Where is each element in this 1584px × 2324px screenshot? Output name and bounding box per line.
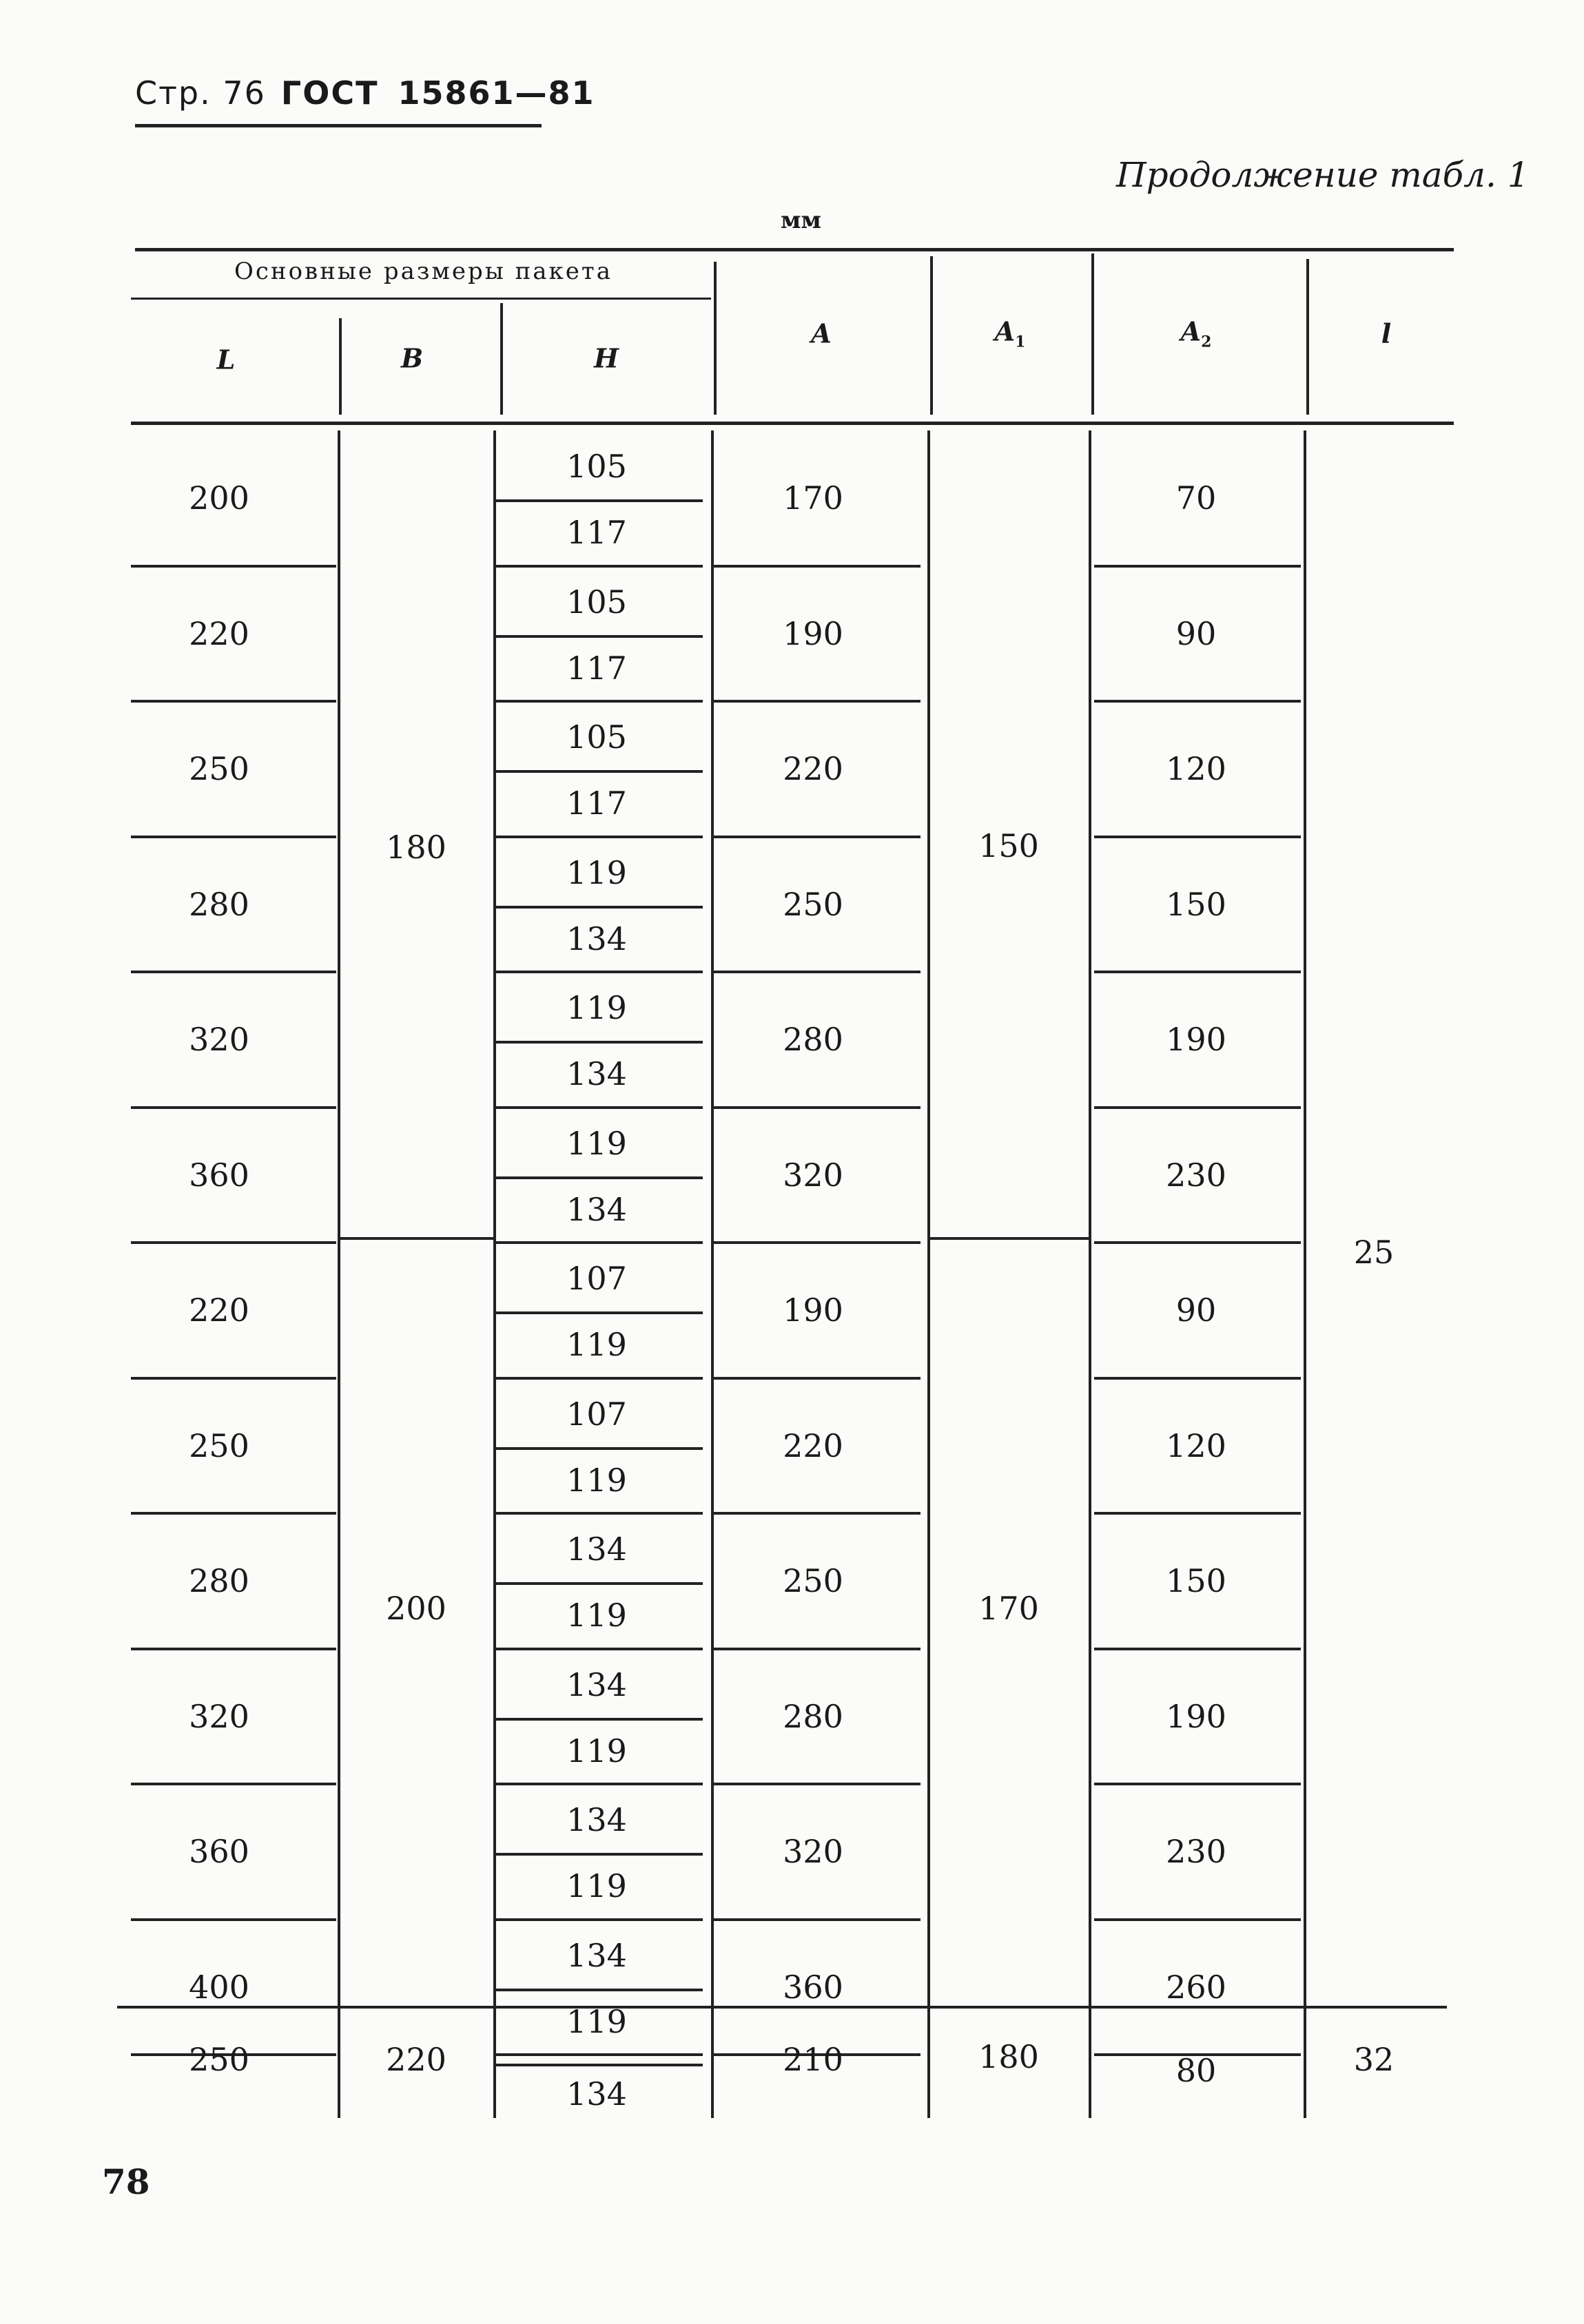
h-rule [496, 565, 703, 568]
row-rule-L [131, 971, 336, 973]
row-rule-A2 [1094, 565, 1301, 568]
row-rule-A2 [1094, 1106, 1301, 1109]
continuation-label: Продолжение табл. 1 [1116, 155, 1530, 195]
cell-H: 105 [566, 448, 627, 485]
h-rule [496, 1783, 703, 1785]
row-rule-L [131, 1241, 336, 1244]
cell-A2: 230 [1166, 1833, 1226, 1871]
body-separator [927, 430, 930, 2118]
cell-B: 220 [386, 2041, 446, 2078]
cell-L: 320 [189, 1697, 249, 1735]
page-number: 78 [102, 2161, 150, 2202]
row-rule-A [714, 565, 920, 568]
cell-H: 107 [566, 1395, 627, 1433]
cell-H: 134 [566, 1666, 627, 1703]
row-rule-L [131, 1918, 336, 1921]
cell-H: 119 [566, 1867, 627, 1905]
row-rule-A [714, 1377, 920, 1380]
header-separator [714, 262, 717, 415]
last-row-rule [117, 2006, 1447, 2009]
cell-H: 105 [566, 583, 627, 621]
header-separator [930, 256, 933, 415]
col-header-B: B [400, 342, 424, 374]
h-rule [496, 1447, 703, 1450]
header-separator [1306, 259, 1309, 415]
col-header-A: A [811, 318, 832, 349]
h-rule [496, 635, 703, 638]
col-header-l: l [1381, 318, 1392, 349]
cell-A1: 180 [978, 2038, 1039, 2075]
cell-A2: 90 [1175, 1291, 1217, 1329]
header-bottom-rule [131, 422, 1454, 425]
h-rule [496, 1176, 703, 1179]
h-rule [496, 1989, 703, 1991]
cell-H: 134 [566, 920, 627, 957]
row-rule-L [131, 1648, 336, 1650]
cell-H: 119 [566, 1597, 627, 1634]
cell-A2: 150 [1166, 885, 1226, 923]
h-rule [496, 1311, 703, 1314]
cell-A2: 230 [1166, 1156, 1226, 1194]
cell-A: 210 [783, 2041, 843, 2078]
cell-H: 134 [566, 1936, 627, 1974]
cell-L: 360 [189, 1833, 249, 1871]
cell-l: 25 [1353, 1234, 1395, 1271]
cell-L: 320 [189, 1021, 249, 1059]
h-rule [496, 1041, 703, 1044]
cell-A2: 190 [1166, 1697, 1226, 1735]
h-rule [496, 1377, 703, 1380]
cell-A2: 150 [1166, 1562, 1226, 1600]
cell-H: 134 [566, 2075, 627, 2113]
cell-H: 119 [566, 1461, 627, 1499]
col-header-A2: $A_2$ [1180, 315, 1212, 351]
row-rule-A2 [1094, 1918, 1301, 1921]
cell-L: 220 [189, 614, 249, 652]
h-rule [496, 971, 703, 973]
row-rule-A [714, 1648, 920, 1650]
row-rule-L [131, 1512, 336, 1515]
cell-A2: 70 [1175, 479, 1217, 517]
standard-number: 15861—81 [398, 74, 595, 112]
h-rule [496, 1718, 703, 1721]
header-separator [1091, 253, 1094, 415]
row-rule-A [714, 1783, 920, 1785]
row-rule-A2 [1094, 971, 1301, 973]
cell-A2: 80 [1175, 2052, 1217, 2089]
col-header-H: H [594, 342, 619, 374]
cell-L: 280 [189, 885, 249, 923]
cell-A: 190 [783, 1291, 843, 1329]
cell-A2: 90 [1175, 614, 1217, 652]
row-rule-A [714, 836, 920, 838]
col-header-A1: $A_1$ [994, 315, 1026, 351]
header-separator [500, 303, 503, 415]
cell-H: 134 [566, 1055, 627, 1092]
row-rule-L [131, 1377, 336, 1380]
row-rule-A2 [1094, 836, 1301, 838]
cell-L: 220 [189, 1291, 249, 1329]
header-separator [339, 318, 342, 415]
cell-l: 32 [1353, 2041, 1395, 2078]
cell-A: 250 [783, 1562, 843, 1600]
row-rule-L [131, 700, 336, 703]
cell-H: 119 [566, 1124, 627, 1162]
cell-H: 119 [566, 989, 627, 1026]
caption-underline [131, 298, 711, 300]
group-caption: Основные размеры пакета [234, 258, 613, 285]
body-separator [493, 430, 496, 2118]
cell-A: 220 [783, 1426, 843, 1464]
cell-A2: 120 [1166, 1426, 1226, 1464]
h-rule [496, 700, 703, 703]
body-separator [338, 430, 340, 2118]
cell-A2: 190 [1166, 1021, 1226, 1059]
cell-L: 400 [189, 1968, 249, 2006]
h-rule [496, 499, 703, 502]
h-rule [496, 2053, 703, 2056]
cell-A2: 260 [1166, 1968, 1226, 2006]
row-rule-A [714, 971, 920, 973]
page-header [135, 74, 595, 127]
cell-A1: 150 [978, 827, 1039, 864]
col-header-L: L [216, 344, 236, 375]
cell-H: 105 [566, 718, 627, 756]
cell-B: 200 [386, 1590, 446, 1627]
units-label: мм [781, 207, 822, 234]
cell-A: 190 [783, 614, 843, 652]
cell-H: 119 [566, 2002, 627, 2040]
h-rule [496, 1106, 703, 1109]
cell-A2: 120 [1166, 750, 1226, 788]
row-rule-A [714, 1918, 920, 1921]
h-rule [496, 1241, 703, 1244]
h-rule [496, 906, 703, 909]
cell-A: 220 [783, 750, 843, 788]
row-rule-L [131, 565, 336, 568]
body-separator [1089, 430, 1091, 2118]
row-rule-A [714, 700, 920, 703]
row-rule-A2 [1094, 1241, 1301, 1244]
cell-L: 250 [189, 750, 249, 788]
h-rule [496, 1918, 703, 1921]
row-rule-L [131, 836, 336, 838]
cell-H: 134 [566, 1801, 627, 1838]
h-rule [496, 1582, 703, 1585]
h-rule [496, 1512, 703, 1515]
cell-A: 280 [783, 1697, 843, 1735]
cell-H: 107 [566, 1260, 627, 1297]
row-rule-A2 [1094, 700, 1301, 703]
row-rule-A [714, 1106, 920, 1109]
row-rule-L [131, 1106, 336, 1109]
row-rule-A [714, 1241, 920, 1244]
cell-H: 134 [566, 1531, 627, 1568]
cell-H: 117 [566, 514, 627, 551]
h-rule [496, 836, 703, 838]
row-rule-A [714, 1512, 920, 1515]
h-rule [496, 1853, 703, 1856]
table-top-rule [135, 248, 1454, 251]
h-rule [496, 770, 703, 773]
row-rule-A2 [1094, 1648, 1301, 1650]
page-ref: Стр. 76 [135, 74, 266, 112]
cell-H: 119 [566, 853, 627, 891]
body-separator [711, 430, 714, 2118]
row-rule-A2 [1094, 1783, 1301, 1785]
cell-L: 250 [189, 2041, 249, 2078]
cell-L: 250 [189, 1426, 249, 1464]
cell-H: 134 [566, 1190, 627, 1228]
a1-group-rule [927, 1237, 1091, 1240]
cell-A: 250 [783, 885, 843, 923]
h-rule [496, 1648, 703, 1650]
cell-H: 117 [566, 649, 627, 687]
cell-A: 320 [783, 1833, 843, 1871]
cell-L: 200 [189, 479, 249, 517]
cell-B: 180 [386, 829, 446, 866]
cell-A: 360 [783, 1968, 843, 2006]
row-rule-A2 [1094, 1512, 1301, 1515]
h-rule [496, 2064, 703, 2066]
cell-H: 117 [566, 785, 627, 822]
cell-A: 280 [783, 1021, 843, 1059]
standard-label: ГОСТ [280, 74, 379, 112]
row-rule-A2 [1094, 1377, 1301, 1380]
cell-L: 280 [189, 1562, 249, 1600]
b-group-rule [338, 1237, 496, 1240]
cell-A1: 170 [978, 1590, 1039, 1627]
body-separator [1304, 430, 1306, 2118]
cell-H: 119 [566, 1326, 627, 1363]
cell-H: 119 [566, 1732, 627, 1770]
cell-A: 320 [783, 1156, 843, 1194]
cell-A: 170 [783, 479, 843, 517]
row-rule-L [131, 1783, 336, 1785]
cell-L: 360 [189, 1156, 249, 1194]
